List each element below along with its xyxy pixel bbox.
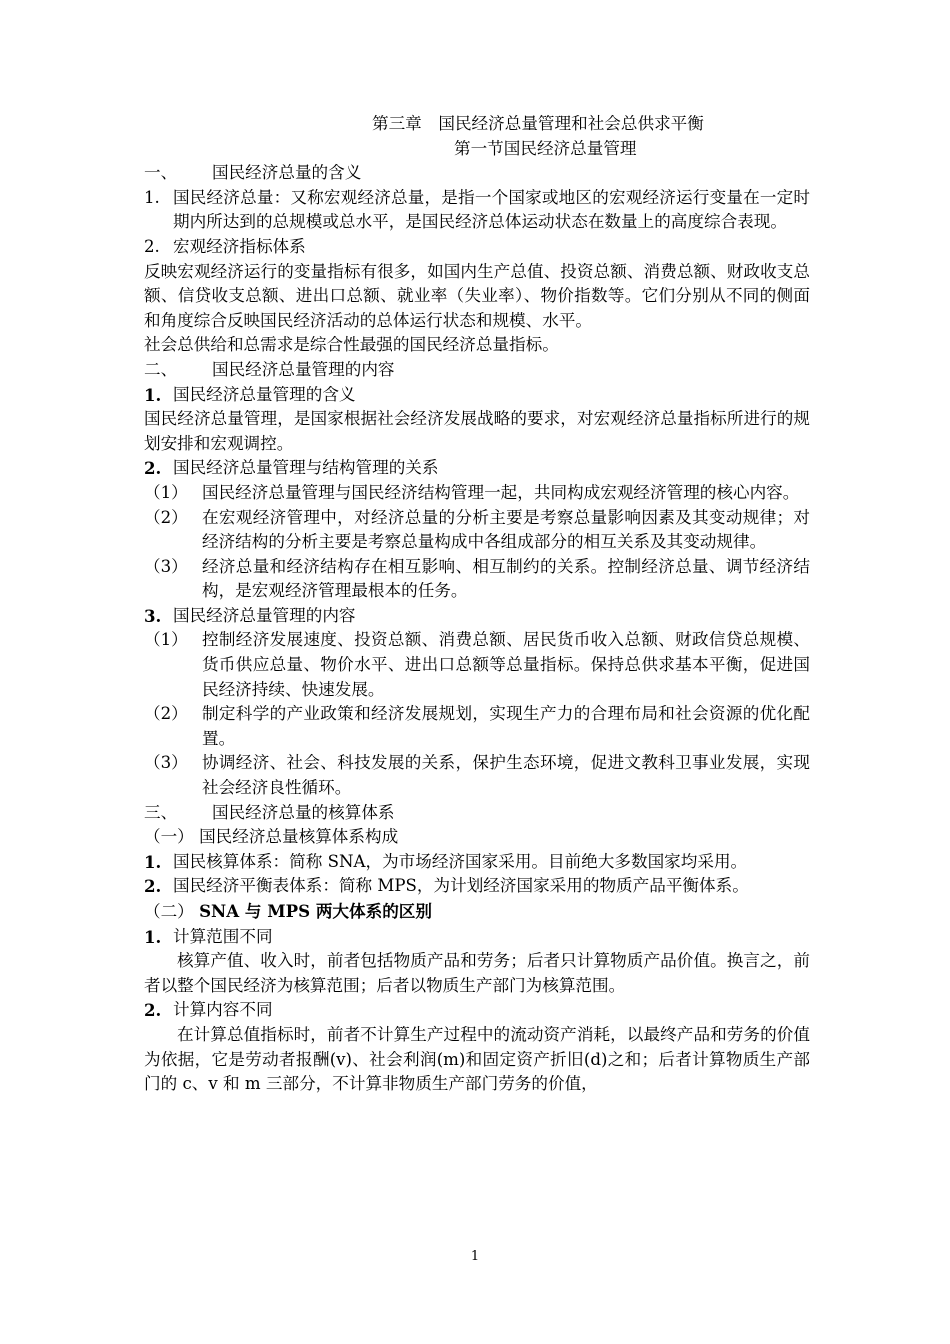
list-item xyxy=(144,604,810,629)
sub-item-number: （1） xyxy=(144,630,188,650)
sub-item-number: （3） xyxy=(144,753,188,773)
list-item xyxy=(144,456,810,481)
subsection-number: （一） xyxy=(144,827,194,847)
section-heading-2 xyxy=(144,358,810,383)
item-number: 1. xyxy=(144,851,162,872)
section-heading-text: 国民经济总量的含义 xyxy=(212,163,362,183)
sub-item xyxy=(144,628,810,702)
item-text: 国民经济总量管理的内容 xyxy=(173,605,356,625)
item-number: 2. xyxy=(144,876,162,897)
list-item xyxy=(144,998,810,1023)
item-number: 1. xyxy=(144,187,160,207)
list-item xyxy=(144,850,810,875)
item-number: 2. xyxy=(144,236,160,256)
list-item xyxy=(144,925,810,950)
subsection-heading xyxy=(144,899,810,925)
list-item xyxy=(144,186,810,235)
section-number: 三、 xyxy=(144,802,178,822)
sub-item-text: 经济总量和经济结构存在相互影响、相互制约的关系。控制经济总量、调节经济结构，是宏观经济管理最根本的任务。 xyxy=(202,556,810,601)
item-number: 1. xyxy=(144,926,162,947)
section-heading-text: 国民经济总量管理的内容 xyxy=(212,359,395,379)
list-item xyxy=(144,383,810,408)
sub-item-text: 在宏观经济管理中，对经济总量的分析主要是考察总量影响因素及其变动规律；对经济结构的分析主要是考察总量构成中各组成部分的相互关系及其变动规律。 xyxy=(202,507,810,552)
paragraph: 核算产值、收入时，前者包括物质产品和劳务；后者只计算物质产品价值。换言之，前者以整个国民经济为核算范围；后者以物质生产部门为核算范围。 xyxy=(144,951,810,995)
item-number: 2. xyxy=(144,458,162,479)
item-number: 2. xyxy=(144,1000,162,1021)
sub-item-number: （2） xyxy=(144,704,188,724)
sub-item-number: （2） xyxy=(144,507,188,527)
sub-item-text: 制定科学的产业政策和经济发展规划，实现生产力的合理布局和社会资源的优化配置。 xyxy=(202,704,810,748)
paragraph: 反映宏观经济运行的变量指标有很多，如国内生产总值、投资总额、消费总额、财政收支总额、信贷收支总额、进出口总额、就业率（失业率）、物价指数等。它们分别从不同的侧面和角度综合反映国民经济活动的总体运行状态和规模、水平。 xyxy=(144,261,810,330)
sub-item xyxy=(144,481,810,506)
paragraph: 在计算总值指标时，前者不计算生产过程中的流动资产消耗，以最终产品和劳务的价值为依据，它是劳动者报酬(v)、社会利润(m)和固定资产折旧(d)之和；后者计算物质生产部门的 c、v 和 m 三部分，不计算非物质生产部门劳务的价值， xyxy=(144,1024,810,1094)
section-heading-text: 国民经济总量的核算体系 xyxy=(212,802,395,822)
item-text: 国民核算体系：简称 SNA，为市场经济国家采用。目前绝大多数国家均采用。 xyxy=(173,851,748,871)
document-body xyxy=(144,112,810,1097)
sub-item xyxy=(144,702,810,751)
section-heading-3 xyxy=(144,801,810,826)
paragraph: 社会总供给和总需求是综合性最强的国民经济总量指标。 xyxy=(144,335,559,355)
subsection-heading xyxy=(144,825,810,850)
list-item xyxy=(144,235,810,260)
page-number: 1 xyxy=(470,1249,480,1264)
chapter-title: 第三章 国民经济总量管理和社会总供求平衡 xyxy=(372,114,704,133)
section-heading-1 xyxy=(144,161,810,186)
section-title: 第一节国民经济总量管理 xyxy=(454,138,637,158)
list-item xyxy=(144,874,810,899)
item-text: 计算内容不同 xyxy=(173,1000,273,1020)
section-number: 二、 xyxy=(144,359,178,379)
item-number: 3. xyxy=(144,605,162,626)
item-text: 国民经济平衡表体系：简称 MPS，为计划经济国家采用的物质产品平衡体系。 xyxy=(173,876,749,896)
subsection-text: SNA 与 MPS 两大体系的区别 xyxy=(199,901,432,921)
section-number: 一、 xyxy=(144,163,178,183)
sub-item xyxy=(144,506,810,555)
sub-item xyxy=(144,751,810,800)
item-text: 计算范围不同 xyxy=(173,926,273,946)
paragraph: 国民经济总量管理，是国家根据社会经济发展战略的要求，对宏观经济总量指标所进行的规划安排和宏观调控。 xyxy=(144,409,810,453)
sub-item-text: 控制经济发展速度、投资总额、消费总额、居民货币收入总额、财政信贷总规模、货币供应总量、物价水平、进出口总额等总量指标。保持总供求基本平衡，促进国民经济持续、快速发展。 xyxy=(202,630,810,699)
sub-item xyxy=(144,555,810,604)
sub-item-text: 协调经济、社会、科技发展的关系，保护生态环境，促进文教科卫事业发展，实现社会经济良性循环。 xyxy=(202,753,810,798)
subsection-number: （二） xyxy=(144,902,194,921)
item-text: 国民经济总量管理与结构管理的关系 xyxy=(173,458,439,478)
subsection-text: 国民经济总量核算体系构成 xyxy=(199,827,399,847)
sub-item-text: 国民经济总量管理与国民经济结构管理一起，共同构成宏观经济管理的核心内容。 xyxy=(202,482,800,502)
item-text: 国民经济总量管理的含义 xyxy=(173,384,356,404)
item-number: 1. xyxy=(144,384,162,405)
sub-item-number: （3） xyxy=(144,556,188,576)
sub-item-number: （1） xyxy=(144,482,188,502)
item-text: 国民经济总量：又称宏观经济总量，是指一个国家或地区的宏观经济运行变量在一定时期内所达到的总规模或总水平，是国民经济总体运动状态在数量上的高度综合表现。 xyxy=(173,187,810,232)
item-text: 宏观经济指标体系 xyxy=(173,236,306,256)
